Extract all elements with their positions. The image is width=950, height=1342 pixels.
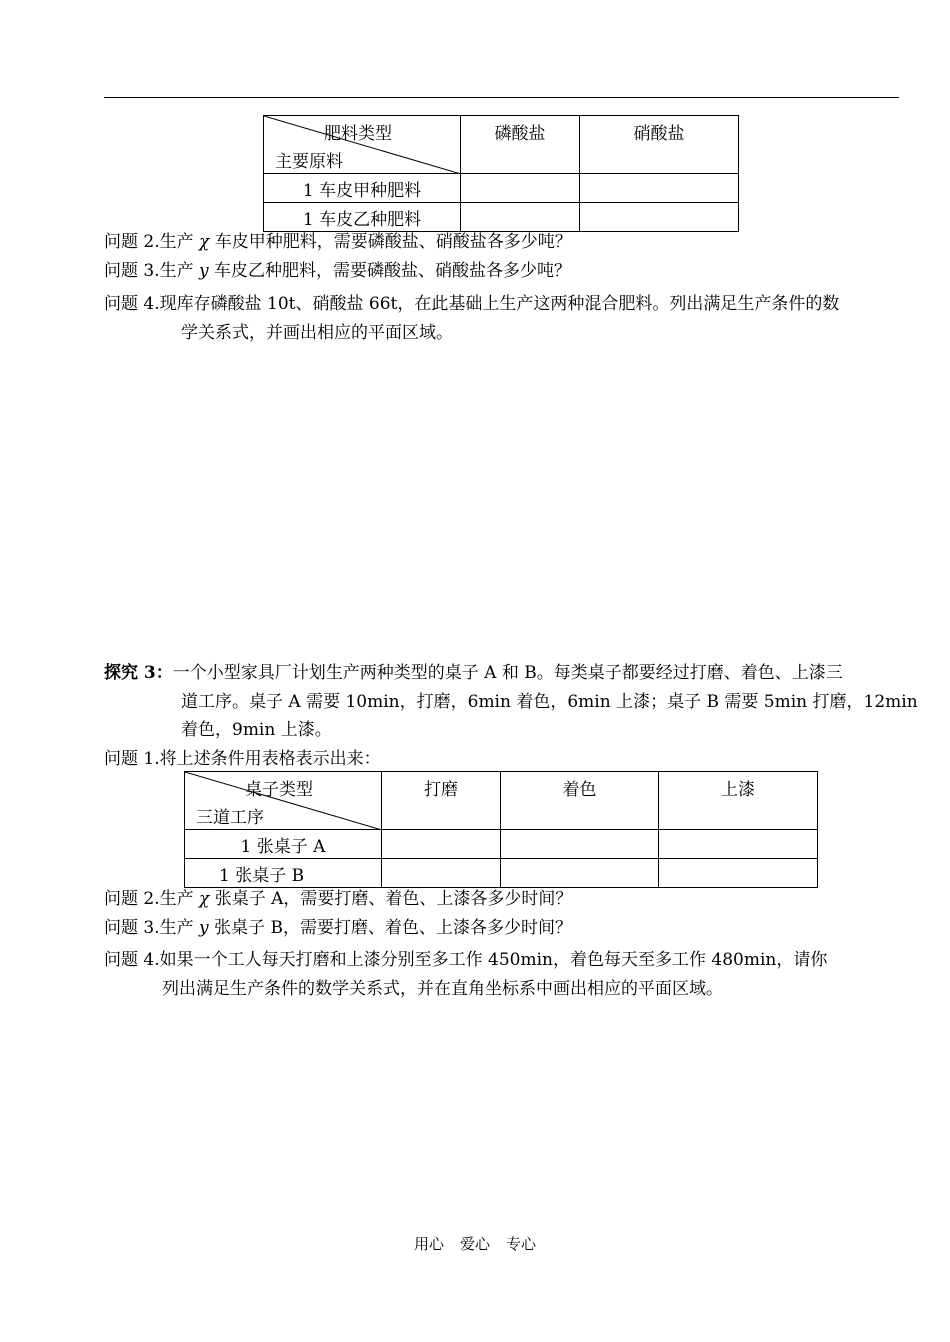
table-cell [382, 830, 501, 859]
header-top-label: 桌子类型 [245, 780, 313, 800]
explore3-line2: 道工序。桌子 A 需要 10min，打磨，6min 着色，6min 上漆；桌子 B 需要 5min 打磨，12min [181, 692, 918, 712]
tables-process-table [184, 771, 818, 888]
table-cell [659, 830, 818, 859]
question-2a: 问题 2.生产 χ 车皮甲种肥料，需要磷酸盐、硝酸盐各多少吨？ [104, 232, 572, 252]
header-top-label: 肥料类型 [324, 124, 392, 144]
footer-text-3: 专心 [506, 1235, 537, 1253]
table-cell [461, 203, 580, 232]
table-cell [461, 174, 580, 203]
question-4b-line1: 问题 4.如果一个工人每天打磨和上漆分别至多工作 450min，着色每天至多工作 480min，请你 [104, 950, 828, 970]
question-4b-line2: 列出满足生产条件的数学关系式，并在直角坐标系中画出相应的平面区域。 [162, 979, 723, 999]
diagonal-header-cell [264, 116, 461, 174]
col-header-coloring: 着色 [501, 772, 659, 830]
question-3a: 问题 3.生产 y 车皮乙种肥料，需要磷酸盐、硝酸盐各多少吨？ [104, 261, 572, 281]
page-footer [0, 1233, 950, 1254]
table-cell [501, 830, 659, 859]
table-cell [501, 859, 659, 888]
question-4a-line2: 学关系式，并画出相应的平面区域。 [181, 323, 453, 343]
header-bottom-label: 主要原料 [275, 152, 343, 172]
footer-text-2: 爱心 [459, 1235, 490, 1253]
col-header-nitrate: 硝酸盐 [580, 116, 739, 174]
table-cell [382, 859, 501, 888]
col-header-painting: 上漆 [659, 772, 818, 830]
header-bottom-label: 三道工序 [196, 808, 264, 828]
question-2b: 问题 2.生产 χ 张桌子 A，需要打磨、着色、上漆各多少时间？ [104, 889, 573, 909]
row-label-type-b: 1 车皮乙种肥料 [264, 203, 461, 232]
explore3-line1: 探究 3：一个小型家具厂计划生产两种类型的桌子 A 和 B。每类桌子都要经过打磨、着色、上漆三 [104, 663, 843, 683]
row-label-table-b: 1 张桌子 B [185, 859, 382, 888]
col-header-phosphate: 磷酸盐 [461, 116, 580, 174]
col-header-sanding: 打磨 [382, 772, 501, 830]
question-4a-line1: 问题 4.现库存磷酸盐 10t、硝酸盐 66t，在此基础上生产这两种混合肥料。列出满足生产条件的数 [104, 294, 840, 314]
table-cell [580, 203, 739, 232]
row-label-type-a: 1 车皮甲种肥料 [264, 174, 461, 203]
explore3-label: 探究 3： [104, 663, 173, 683]
question-1b: 问题 1.将上述条件用表格表示出来： [104, 749, 381, 769]
footer-text-1: 用心 [413, 1235, 444, 1253]
diagonal-header-cell [185, 772, 382, 830]
fertilizer-table [263, 115, 739, 232]
table-cell [659, 859, 818, 888]
question-3b: 问题 3.生产 y 张桌子 B，需要打磨、着色、上漆各多少时间？ [104, 918, 572, 938]
table-cell [580, 174, 739, 203]
explore3-line3: 着色，9min 上漆。 [181, 720, 332, 740]
header-rule [104, 97, 899, 98]
row-label-table-a: 1 张桌子 A [185, 830, 382, 859]
